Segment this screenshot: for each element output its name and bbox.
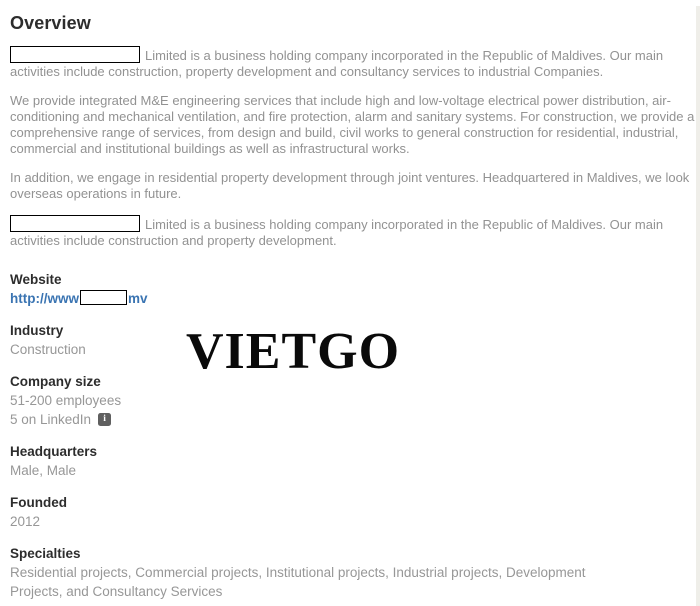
about-paragraph-2: We provide integrated M&E engineering services that include high and low-voltage electrical power distribution, air-conditioning and mechanical ventilation, and fire protection, alarm and sanitary systems. For construction, we provide a comprehensive range of services, from design and build, civil works to general construction for residential, industrial, commercial and institutional buildings as well as infrastructural works. xyxy=(10,93,695,156)
about-paragraph-4 xyxy=(10,215,696,249)
vietgo-watermark: VIETGO xyxy=(186,323,401,380)
industry-field xyxy=(10,322,700,359)
redacted-website-domain xyxy=(80,290,127,305)
linkedin-count-value: 5 on LinkedIn xyxy=(10,412,92,427)
about-paragraph-4-text: Limited is a business holding company incorporated in the Republic of Maldives. Our main activities include construction and property development. xyxy=(10,217,664,248)
about-paragraph-3: In addition, we engage in residential property development through joint ventures. Headquartered in Maldives, we look overseas operations in future. xyxy=(10,170,690,201)
founded-value: 2012 xyxy=(10,514,41,529)
company-details-section xyxy=(10,271,700,601)
company-size-label: Company size xyxy=(10,374,101,389)
website-field xyxy=(10,271,700,308)
specialties-field xyxy=(10,545,700,601)
redacted-company-name xyxy=(10,46,140,63)
founded-label: Founded xyxy=(10,495,67,510)
linkedin-count-row xyxy=(10,410,700,429)
founded-field xyxy=(10,494,700,531)
redacted-company-name xyxy=(10,215,140,232)
website-label: Website xyxy=(10,272,62,287)
about-section xyxy=(10,46,700,249)
specialties-value: Residential projects, Commercial projects, Institutional projects, Industrial projects, Development Projects, and Consultancy Services xyxy=(10,565,586,599)
company-size-value: 51-200 employees xyxy=(10,393,122,408)
specialties-label: Specialties xyxy=(10,546,81,561)
website-link[interactable] xyxy=(10,291,148,306)
right-edge-divider xyxy=(696,6,700,606)
industry-value: Construction xyxy=(10,342,86,357)
about-paragraph-1-text: Limited is a business holding company incorporated in the Republic of Maldives. Our main activities include construction, property development and consultancy services to industrial Companies. xyxy=(10,48,664,79)
company-size-field xyxy=(10,373,700,429)
about-paragraph-1 xyxy=(10,46,696,80)
info-icon[interactable]: i xyxy=(98,413,111,426)
headquarters-label: Headquarters xyxy=(10,444,98,459)
headquarters-value: Male, Male xyxy=(10,463,77,478)
website-url-prefix: http://www xyxy=(10,291,79,306)
website-url-suffix: mv xyxy=(127,291,148,306)
headquarters-field xyxy=(10,443,700,480)
industry-label: Industry xyxy=(10,323,64,338)
page-title: Overview xyxy=(10,13,91,33)
